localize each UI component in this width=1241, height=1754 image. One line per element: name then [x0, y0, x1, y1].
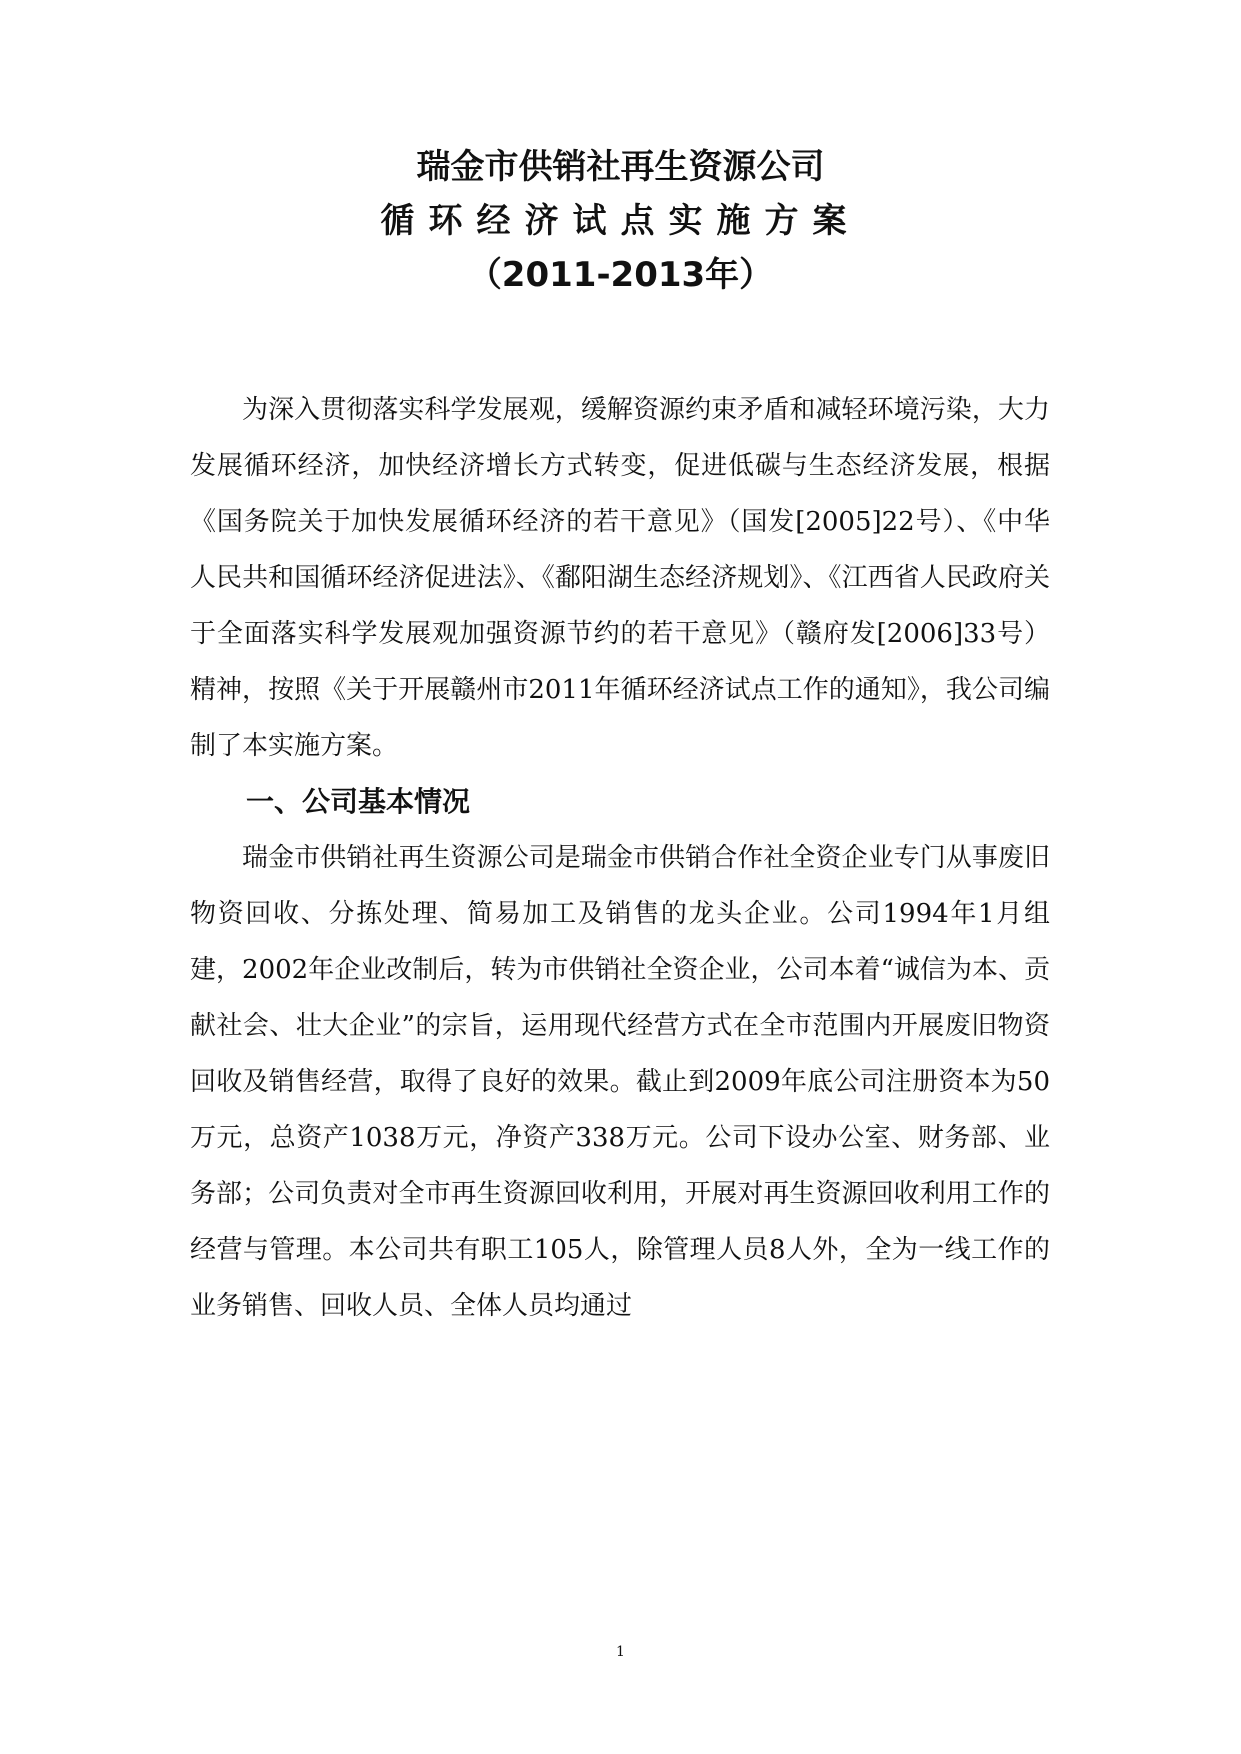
page-number: 1 [616, 1644, 625, 1660]
intro-paragraph: 为深入贯彻落实科学发展观，缓解资源约束矛盾和减轻环境污染，大力发展循环经济，加快经济增长方式转变，促进低碳与生态经济发展，根据《国务院关于加快发展循环经济的若干意见》（国发[2005]22号）、《中华人民共和国循环经济促进法》、《鄱阳湖生态经济规划》、《江西省人民政府关于全面落实科学发展观加强资源节约的若干意见》（赣府发[2006]33号）精神，按照《关于开展赣州市2011年循环经济试点工作的通知》，我公司编制了本实施方案。 [190, 395, 1050, 761]
company-overview-paragraph: 瑞金市供销社再生资源公司是瑞金市供销合作社全资企业专门从事废旧物资回收、分拣处理、简易加工及销售的龙头企业。公司1994年1月组建，2002年企业改制后，转为市供销社全资企业，公司本着“诚信为本、贡献社会、壮大企业”的宗旨，运用现代经营方式在全市范围内开展废旧物资回收及销售经营，取得了良好的效果。截止到2009年底公司注册资本为50万元，总资产1038万元，净资产338万元。公司下设办公室、财务部、业务部；公司负责对全市再生资源回收利用，开展对再生资源回收利用工作的经营与管理。本公司共有职工105人，除管理人员8人外，全为一线工作的业务销售、回收人员、全体人员均通过 [190, 843, 1050, 1321]
title-company: 瑞金市供销社再生资源公司 [416, 147, 825, 187]
title-period: （2011-2013年） [467, 255, 774, 295]
document-body [190, 382, 1050, 1334]
title-plan: 循环经济试点实施方案 [380, 201, 861, 241]
document-title [0, 140, 1241, 302]
section-heading-company-overview: 一、公司基本情况 [246, 785, 471, 818]
